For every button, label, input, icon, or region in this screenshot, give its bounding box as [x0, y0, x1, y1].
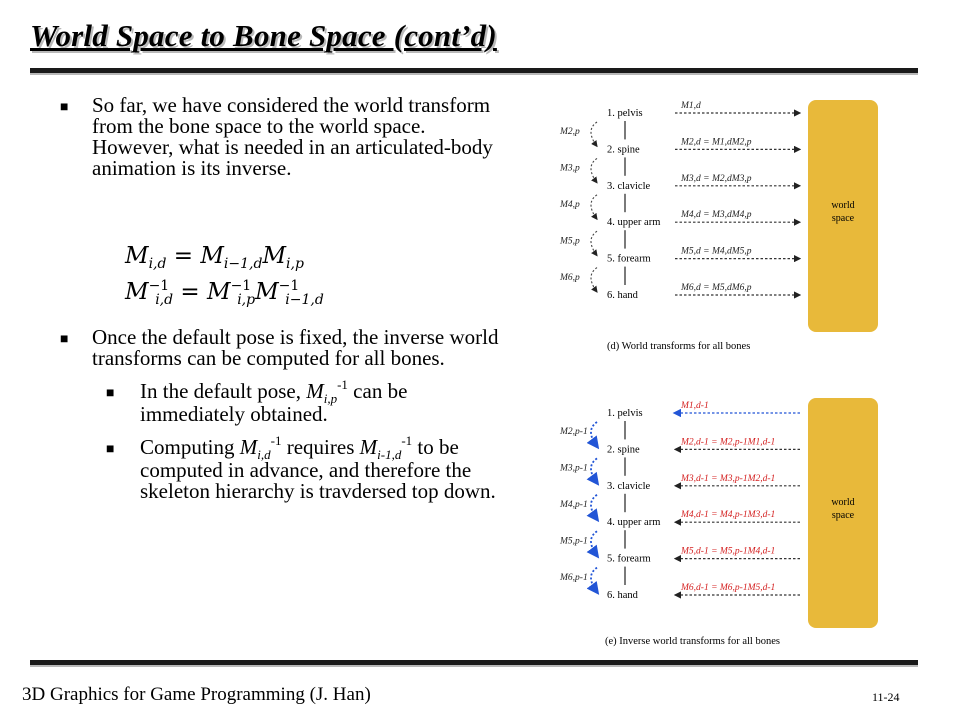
bullet-text: So far, we have considered the world transform from the bone space to the world space. However, what is needed in an articulated-body animation is its inverse. [92, 93, 493, 180]
parent-matrix-label: M4,p [560, 200, 580, 210]
parent-transform-arrow [591, 531, 597, 555]
transform-label: M2,d = M1,dM2,p [681, 137, 752, 148]
parent-transform-arrow [591, 268, 597, 292]
formula-symbol: M [125, 243, 149, 269]
parent-transform-arrow [591, 458, 597, 482]
formula-superscript: −1 [148, 278, 170, 294]
bullet-square-icon: ■ [60, 332, 69, 347]
parent-matrix-label: M2,p-1 [560, 427, 588, 438]
parent-matrix-label: M3,p-1 [560, 463, 588, 474]
bone-label: 1. pelvis [607, 108, 643, 119]
bone-label: 3. clavicle [607, 480, 651, 492]
subbullet-text: can be immediately obtained. [140, 379, 408, 426]
figure-caption: (e) Inverse world transforms for all bones [605, 636, 780, 647]
footer-divider [30, 660, 918, 665]
parent-matrix-label: M6,p [560, 272, 580, 283]
formula-symbol: M [200, 243, 224, 269]
matrix-superscript: -1 [337, 377, 348, 392]
bullet-text: Once the default pose is fixed, the inverse world transforms can be computed for all bones. [92, 325, 499, 370]
world-space-label: space [831, 510, 855, 521]
bone-label: 4. upper arm [607, 517, 661, 529]
formula-subscript: i−1,d [285, 292, 324, 308]
formula-subscript: i−1,d [223, 256, 263, 272]
bone-label: 4. upper arm [607, 217, 661, 229]
transform-label: M4,d = M3,dM4,p [681, 210, 752, 221]
matrix-subscript: i,p [323, 391, 338, 406]
formula-subscript: i,p [286, 256, 304, 272]
figure-inverse-world-transforms [550, 382, 890, 650]
bone-label: 6. hand [607, 590, 638, 601]
subbullet-computing [106, 433, 500, 503]
matrix-superscript: -1 [270, 433, 282, 448]
formula-subscript: i,p [237, 292, 256, 308]
transform-label: M2,d-1 = M2,p-1M1,d-1 [681, 437, 776, 448]
inverse-transform-rows [559, 401, 800, 601]
transform-label: M5,d = M4,dM5,p [681, 246, 752, 257]
subbullet-default-pose [106, 377, 500, 426]
bone-label: 1. pelvis [607, 408, 643, 419]
formula-subscript: i,d [148, 256, 167, 272]
transform-label: M5,d-1 = M5,p-1M4,d-1 [681, 546, 776, 557]
world-space-label: space [831, 213, 855, 224]
subbullet-text: requires [281, 435, 360, 459]
bullet-square-icon: ■ [106, 442, 115, 457]
matrix-symbol: M [306, 379, 324, 403]
formula-subscript: i,d [155, 292, 174, 308]
formula-symbol: M [262, 243, 287, 269]
formula-line-forward: $M_{i,d} = M_{i-1,d}M_{i,p}$ [125, 243, 304, 272]
formula-superscript: −1 [278, 278, 300, 294]
formula-line-inverse: $M^{-1}_{i,d} = M^{-1}_{i,p}M^{-1}_{i-1,d}$ [125, 278, 324, 308]
bullet-default-pose [60, 327, 500, 369]
matrix-subscript: i,d [257, 447, 271, 462]
parent-matrix-label: M3,p [560, 163, 580, 174]
parent-matrix-label: M5,p [560, 236, 580, 247]
transform-label: M1,d [681, 101, 701, 111]
title-divider [30, 68, 918, 73]
bone-label: 5. forearm [607, 253, 651, 265]
parent-matrix-label: M5,p-1 [560, 536, 588, 547]
matrix-symbol: M [359, 435, 378, 459]
transform-label: M3,d-1 = M3,p-1M2,d-1 [681, 473, 776, 484]
parent-transform-arrow [591, 495, 597, 519]
world-transform-rows [559, 101, 800, 301]
subbullet-text: Computing [140, 435, 240, 459]
formula-block [125, 240, 324, 312]
bullet-world-transform [60, 95, 500, 179]
formula-symbol: M [125, 279, 149, 305]
parent-matrix-label: M4,p-1 [560, 500, 588, 510]
parent-transform-arrow [591, 122, 597, 146]
parent-matrix-label: M2,p [560, 127, 580, 138]
bone-label: 3. clavicle [607, 180, 651, 192]
bone-label: 2. spine [607, 444, 640, 456]
transform-label: M6,d = M5,dM6,p [681, 283, 752, 293]
formula-symbol: M [207, 279, 231, 305]
bone-label: 5. forearm [607, 553, 651, 565]
figure-caption: (d) World transforms for all bones [607, 341, 751, 352]
bone-label: 6. hand [607, 290, 638, 301]
world-space-label: world [831, 200, 855, 211]
bullet-square-icon: ■ [106, 386, 115, 401]
matrix-superscript: -1 [401, 433, 413, 448]
world-space-label: world [831, 497, 855, 508]
subbullet-text: In the default pose, [140, 379, 307, 403]
subbullet-text: to be computed in advance, and therefore the skeleton hierarchy is travdersed top down. [140, 435, 496, 503]
formula-symbol: M [255, 279, 279, 305]
matrix-symbol: M [239, 435, 258, 459]
transform-label: M4,d-1 = M4,p-1M3,d-1 [681, 510, 776, 521]
matrix-subscript: i-1,d [377, 447, 402, 462]
parent-transform-arrow [591, 195, 597, 219]
slide-title: World Space to Bone Space (cont’d) [30, 18, 497, 53]
parent-transform-arrow [591, 568, 597, 592]
parent-transform-arrow [591, 231, 597, 255]
formula-superscript: −1 [230, 278, 252, 294]
parent-transform-arrow [591, 422, 597, 446]
parent-matrix-label: M6,p-1 [560, 572, 588, 583]
figure-world-transforms [550, 92, 890, 357]
transform-label: M6,d-1 = M6,p-1M5,d-1 [681, 583, 776, 593]
transform-label: M3,d = M2,dM3,p [681, 173, 752, 184]
parent-transform-arrow [591, 158, 597, 182]
bone-label: 2. spine [607, 144, 640, 156]
bullet-square-icon: ■ [60, 100, 69, 115]
footer-page-number: 11-24 [872, 690, 900, 704]
footer-course-title: 3D Graphics for Game Programming (J. Han) [22, 684, 371, 705]
transform-label: M1,d-1 [681, 401, 709, 411]
